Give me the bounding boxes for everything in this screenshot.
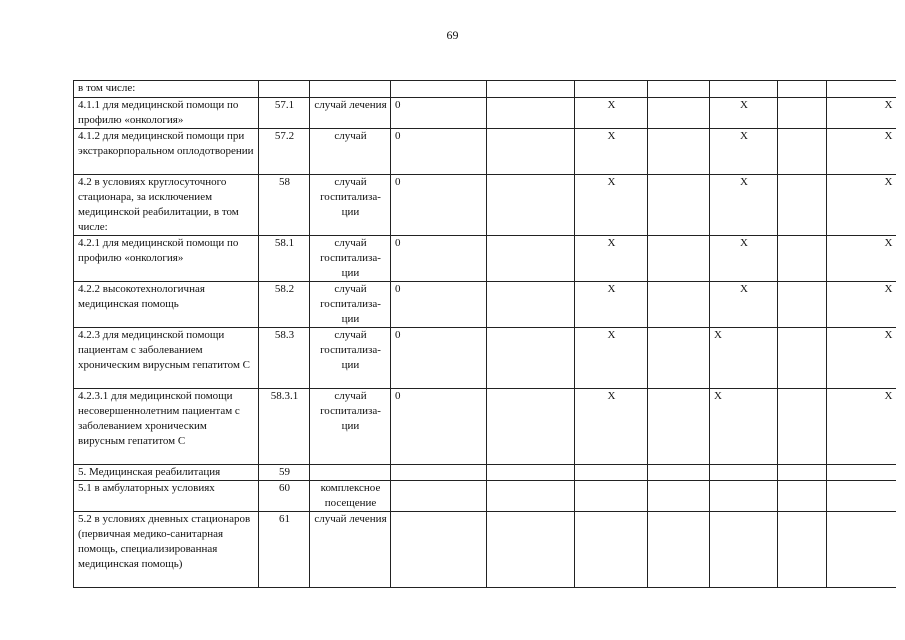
row-value: 0	[391, 98, 487, 129]
row-cell	[575, 81, 648, 98]
row-value	[391, 81, 487, 98]
row-value: 0	[391, 328, 487, 389]
row-code: 60	[259, 481, 310, 512]
row-code: 61	[259, 512, 310, 588]
row-cell	[648, 512, 710, 588]
row-cell: X	[710, 175, 778, 236]
row-cell	[827, 512, 896, 588]
row-name: 4.2.3.1 для медицинской помощи несовершеннолетним пациентам с заболеванием хроническим вирусным гепатитом С	[74, 389, 259, 465]
row-cell: X	[575, 236, 648, 282]
data-table	[73, 80, 896, 588]
row-cell	[648, 481, 710, 512]
row-code	[259, 81, 310, 98]
row-cell	[778, 236, 827, 282]
row-cell	[487, 175, 575, 236]
row-name: 4.1.2 для медицинской помощи при экстракорпоральном оплодотворении	[74, 129, 259, 175]
table-row	[74, 389, 896, 465]
row-cell	[487, 282, 575, 328]
row-cell: X	[710, 389, 778, 465]
row-unit: случай госпитализа-ции	[310, 282, 391, 328]
page-number: 69	[446, 28, 459, 42]
row-value: 0	[391, 129, 487, 175]
row-cell	[487, 465, 575, 481]
row-unit: комплексное посещение	[310, 481, 391, 512]
row-unit: случай лечения	[310, 98, 391, 129]
row-cell: X	[827, 236, 896, 282]
row-cell	[575, 512, 648, 588]
table-row	[74, 81, 896, 98]
row-cell	[827, 481, 896, 512]
row-cell	[487, 512, 575, 588]
row-cell: X	[575, 328, 648, 389]
row-value	[391, 481, 487, 512]
row-name: 4.1.1 для медицинской помощи по профилю «онкология»	[74, 98, 259, 129]
row-name: 5. Медицинская реабилитация	[74, 465, 259, 481]
row-cell	[575, 481, 648, 512]
row-value	[391, 465, 487, 481]
row-cell: X	[575, 98, 648, 129]
row-cell	[648, 175, 710, 236]
row-cell	[778, 282, 827, 328]
row-unit	[310, 81, 391, 98]
row-code: 58.3	[259, 328, 310, 389]
row-unit	[310, 465, 391, 481]
row-value: 0	[391, 175, 487, 236]
row-cell	[648, 389, 710, 465]
row-unit: случай лечения	[310, 512, 391, 588]
row-cell	[487, 236, 575, 282]
row-value: 0	[391, 236, 487, 282]
row-cell: X	[710, 129, 778, 175]
row-cell: X	[827, 282, 896, 328]
row-code: 57.2	[259, 129, 310, 175]
row-cell: X	[710, 98, 778, 129]
row-unit: случай	[310, 129, 391, 175]
row-name: 5.2 в условиях дневных стационаров (первичная медико-санитарная помощь, специализированная медицинская помощь)	[74, 512, 259, 588]
row-cell: X	[710, 236, 778, 282]
row-cell	[487, 129, 575, 175]
table-row	[74, 129, 896, 175]
row-cell: X	[827, 175, 896, 236]
row-cell	[487, 81, 575, 98]
row-cell	[778, 389, 827, 465]
row-cell	[487, 328, 575, 389]
row-cell: X	[827, 389, 896, 465]
row-value: 0	[391, 389, 487, 465]
row-cell: X	[710, 328, 778, 389]
table-row	[74, 282, 896, 328]
row-value	[391, 512, 487, 588]
row-code: 58.3.1	[259, 389, 310, 465]
row-cell	[487, 481, 575, 512]
table-row	[74, 236, 896, 282]
row-cell	[827, 465, 896, 481]
row-cell: X	[827, 98, 896, 129]
row-code: 57.1	[259, 98, 310, 129]
row-name: 4.2.2 высокотехнологичная медицинская помощь	[74, 282, 259, 328]
row-cell	[778, 512, 827, 588]
row-cell	[778, 175, 827, 236]
row-cell	[778, 81, 827, 98]
row-cell	[710, 81, 778, 98]
row-cell	[487, 389, 575, 465]
row-cell	[778, 481, 827, 512]
row-unit: случай госпитализа-ции	[310, 389, 391, 465]
row-cell	[648, 465, 710, 481]
table-row	[74, 328, 896, 389]
row-cell	[710, 481, 778, 512]
table-body	[74, 81, 896, 588]
row-name: 5.1 в амбулаторных условиях	[74, 481, 259, 512]
row-cell	[778, 129, 827, 175]
row-cell	[710, 465, 778, 481]
row-name: 4.2.3 для медицинской помощи пациентам с заболеванием хроническим вирусным гепатитом С	[74, 328, 259, 389]
row-unit: случай госпитализа-ции	[310, 236, 391, 282]
row-cell	[575, 465, 648, 481]
row-code: 59	[259, 465, 310, 481]
row-unit: случай госпитализа-ции	[310, 175, 391, 236]
row-cell: X	[575, 389, 648, 465]
row-cell	[778, 98, 827, 129]
table-row	[74, 481, 896, 512]
table-row	[74, 465, 896, 481]
row-code: 58.1	[259, 236, 310, 282]
row-cell	[778, 328, 827, 389]
table-row	[74, 175, 896, 236]
row-cell	[827, 81, 896, 98]
row-cell	[648, 282, 710, 328]
row-name: 4.2 в условиях круглосуточного стационара, за исключением медицинской реабилитации, в том числе:	[74, 175, 259, 236]
row-unit: случай госпитализа-ции	[310, 328, 391, 389]
row-cell	[710, 512, 778, 588]
row-cell	[648, 81, 710, 98]
row-code: 58.2	[259, 282, 310, 328]
row-cell	[648, 129, 710, 175]
row-value: 0	[391, 282, 487, 328]
row-name: в том числе:	[74, 81, 259, 98]
row-cell	[487, 98, 575, 129]
row-cell	[648, 328, 710, 389]
row-cell: X	[575, 129, 648, 175]
row-name: 4.2.1 для медицинской помощи по профилю «онкология»	[74, 236, 259, 282]
row-cell: X	[710, 282, 778, 328]
row-cell: X	[575, 282, 648, 328]
row-cell	[648, 98, 710, 129]
table-row	[74, 512, 896, 588]
row-cell: X	[575, 175, 648, 236]
row-cell: X	[827, 129, 896, 175]
row-code: 58	[259, 175, 310, 236]
row-cell	[648, 236, 710, 282]
table-row	[74, 98, 896, 129]
row-cell	[778, 465, 827, 481]
row-cell: X	[827, 328, 896, 389]
